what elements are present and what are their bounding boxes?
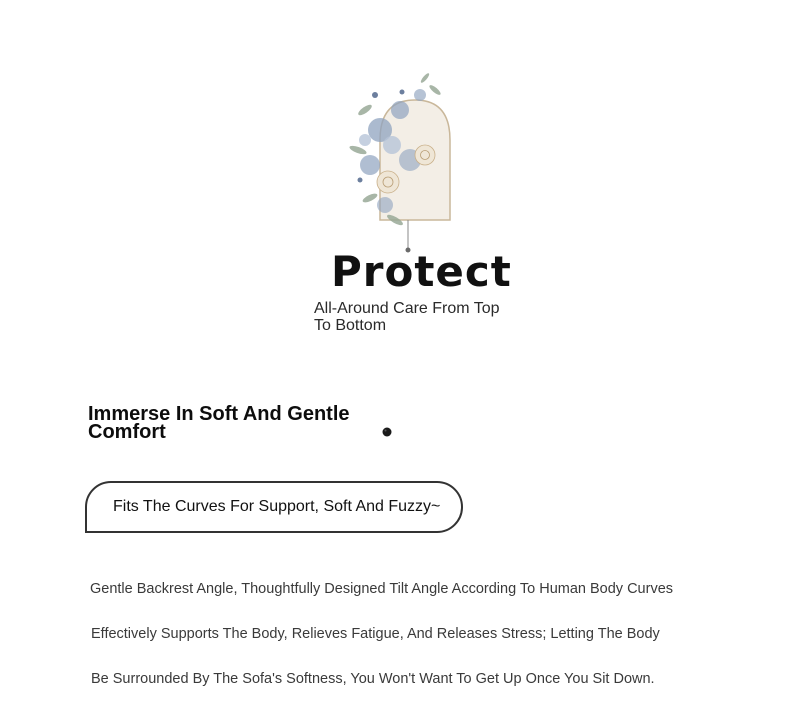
section-heading: Immerse In Soft And Gentle Comfort — [88, 403, 350, 443]
floral-arch-icon — [340, 70, 465, 255]
protect-subtitle: All-Around Care From Top To Bottom — [314, 300, 500, 334]
feature-pill-label: Fits The Curves For Support, Soft And Fuzzy~ — [113, 498, 441, 515]
protect-title: Protect — [331, 247, 512, 296]
description-line-1: Gentle Backrest Angle, Thoughtfully Designed Tilt Angle According To Human Body Curves — [90, 581, 674, 597]
description-line-2: Effectively Supports The Body, Relieves Fatigue, And Releases Stress; Letting The Body — [91, 626, 660, 642]
dot-icon — [382, 427, 392, 437]
description-line-3: Be Surrounded By The Sofa's Softness, You Won't Want To Get Up Once You Sit Down. — [91, 671, 655, 687]
